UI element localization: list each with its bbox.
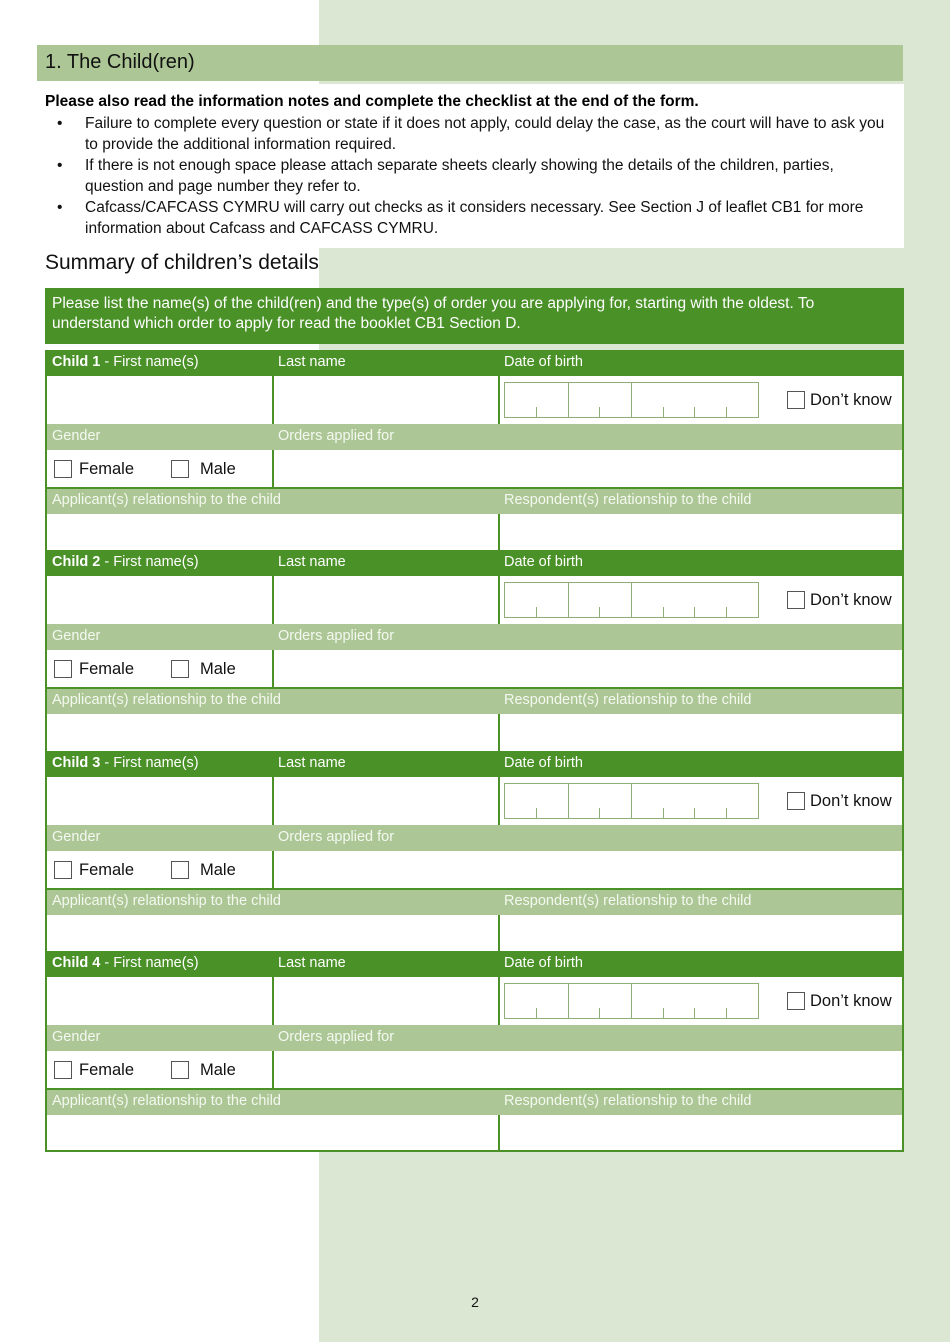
intro-bullet-list (45, 113, 895, 239)
intro-notes (37, 84, 904, 248)
last-name-field[interactable] (274, 376, 498, 424)
column-divider (272, 450, 274, 489)
child-first-name-label: Child 2 - First name(s) (52, 554, 199, 570)
child-header-row (45, 951, 904, 977)
applicant-relationship-field[interactable] (47, 1115, 498, 1152)
dob-digit-tick (536, 407, 537, 417)
dob-label: Date of birth (504, 354, 583, 370)
column-divider (498, 777, 500, 825)
last-name-field[interactable] (274, 977, 498, 1025)
female-checkbox[interactable] (54, 460, 72, 478)
dob-separator (631, 383, 632, 417)
first-name-field[interactable] (47, 376, 272, 424)
female-checkbox[interactable] (54, 1061, 72, 1079)
child-first-name-label: Child 4 - First name(s) (52, 955, 199, 971)
last-name-label: Last name (278, 955, 346, 971)
dob-digit-tick (536, 808, 537, 818)
dob-digit-tick (694, 407, 695, 417)
column-divider (272, 576, 274, 624)
first-name-field[interactable] (47, 977, 272, 1025)
male-checkbox[interactable] (171, 460, 189, 478)
dob-label: Date of birth (504, 955, 583, 971)
dob-field[interactable] (504, 983, 759, 1019)
respondent-relationship-label: Respondent(s) relationship to the child (504, 692, 752, 708)
border-line (45, 951, 47, 1152)
relationship-header-row (45, 890, 904, 915)
dob-digit-tick (536, 607, 537, 617)
child-first-name-label: Child 1 - First name(s) (52, 354, 199, 370)
border-line (902, 350, 904, 551)
female-label: Female (79, 660, 135, 678)
dob-digit-tick (599, 1008, 600, 1018)
dont-know-label: Don’t know (810, 792, 892, 810)
gender-header-row (45, 1025, 904, 1051)
child-number-label: Child 2 (52, 554, 101, 570)
male-label: Male (200, 1061, 236, 1079)
summary-title: Summary of children’s details (45, 251, 319, 274)
applicant-relationship-field[interactable] (47, 915, 498, 952)
respondent-relationship-label: Respondent(s) relationship to the child (504, 492, 752, 508)
applicant-relationship-field[interactable] (47, 514, 498, 551)
male-checkbox[interactable] (171, 1061, 189, 1079)
dob-digit-tick (663, 407, 664, 417)
intro-bullet: • Cafcass/CAFCASS CYMRU will carry out checks as it considers necessary. See Section J of leaflet CB1 for more information about Cafcass and CAFCASS CYMRU. (57, 199, 864, 237)
orders-applied-field[interactable] (274, 650, 902, 688)
child-1-block (45, 350, 904, 551)
column-divider (498, 1115, 500, 1152)
child-number-label: Child 4 (52, 955, 101, 971)
row-divider (45, 687, 904, 689)
respondent-relationship-label: Respondent(s) relationship to the child (504, 1093, 752, 1109)
respondent-relationship-field[interactable] (500, 1115, 902, 1152)
section-title: 1. The Child(ren) (45, 51, 195, 73)
column-divider (498, 977, 500, 1025)
last-name-field[interactable] (274, 576, 498, 624)
gender-label: Gender (52, 428, 101, 444)
dob-digit-tick (694, 808, 695, 818)
child-number-label: Child 1 (52, 354, 101, 370)
dont-know-label: Don’t know (810, 591, 892, 609)
dob-digit-tick (663, 607, 664, 617)
dob-digit-tick (694, 1008, 695, 1018)
gender-label: Gender (52, 628, 101, 644)
column-divider (272, 376, 274, 424)
dob-digit-tick (663, 808, 664, 818)
respondent-relationship-field[interactable] (500, 915, 902, 952)
last-name-label: Last name (278, 554, 346, 570)
gender-header-row (45, 825, 904, 851)
orders-label: Orders applied for (278, 1029, 395, 1045)
male-label: Male (200, 460, 236, 478)
female-label: Female (79, 460, 135, 478)
dob-field[interactable] (504, 582, 759, 618)
intro-bullet: • Failure to complete every question or state if it does not apply, could delay the case, as the court will have to ask you to provide the additional information required. (57, 115, 885, 153)
dob-digit-tick (599, 407, 600, 417)
dob-digit-tick (536, 1008, 537, 1018)
child-3-block (45, 751, 904, 952)
dob-digit-tick (726, 1008, 727, 1018)
summary-instruction-text: Please list the name(s) of the child(ren) and the type(s) of order you are applying for, starting with the oldest. To understand which order to apply for read the booklet CB1 Section D. (52, 295, 815, 332)
section-header (37, 45, 903, 81)
dob-label: Date of birth (504, 554, 583, 570)
table-bottom-border (45, 1150, 904, 1152)
dob-digit-tick (726, 407, 727, 417)
column-divider (272, 777, 274, 825)
orders-applied-field[interactable] (274, 851, 902, 889)
summary-instruction (45, 288, 904, 344)
first-name-field[interactable] (47, 576, 272, 624)
respondent-relationship-label: Respondent(s) relationship to the child (504, 893, 752, 909)
dob-field[interactable] (504, 382, 759, 418)
dont-know-label: Don’t know (810, 391, 892, 409)
dob-separator (568, 984, 569, 1018)
column-divider (272, 977, 274, 1025)
gender-label: Gender (52, 829, 101, 845)
dob-field[interactable] (504, 783, 759, 819)
relationship-header-row (45, 689, 904, 714)
row-divider (45, 1088, 904, 1090)
column-divider (498, 576, 500, 624)
dont-know-checkbox[interactable] (787, 992, 805, 1010)
column-divider (498, 514, 500, 551)
column-divider (498, 376, 500, 424)
dob-digit-tick (694, 607, 695, 617)
applicant-relationship-field[interactable] (47, 714, 498, 751)
dob-separator (631, 583, 632, 617)
dob-digit-tick (599, 808, 600, 818)
relationship-header-row (45, 489, 904, 514)
bullet-icon: • (57, 199, 63, 216)
respondent-relationship-field[interactable] (500, 514, 902, 551)
border-line (902, 751, 904, 952)
dob-digit-tick (663, 1008, 664, 1018)
column-divider (272, 650, 274, 689)
column-divider (272, 851, 274, 890)
applicant-relationship-label: Applicant(s) relationship to the child (52, 492, 281, 508)
border-line (902, 550, 904, 751)
dob-separator (631, 984, 632, 1018)
column-divider (272, 1051, 274, 1090)
female-label: Female (79, 1061, 135, 1079)
border-line (902, 951, 904, 1152)
gender-header-row (45, 624, 904, 650)
male-checkbox[interactable] (171, 660, 189, 678)
child-header-row (45, 751, 904, 777)
row-divider (45, 487, 904, 489)
dob-digit-tick (726, 607, 727, 617)
dont-know-checkbox[interactable] (787, 391, 805, 409)
gender-header-row (45, 424, 904, 450)
row-divider (45, 888, 904, 890)
page-number: 2 (471, 1294, 479, 1310)
applicant-relationship-label: Applicant(s) relationship to the child (52, 692, 281, 708)
orders-applied-field[interactable] (274, 1051, 902, 1089)
dont-know-label: Don’t know (810, 992, 892, 1010)
last-name-field[interactable] (274, 777, 498, 825)
respondent-relationship-field[interactable] (500, 714, 902, 751)
first-name-field[interactable] (47, 777, 272, 825)
child-4-block (45, 951, 904, 1152)
child-header-row (45, 550, 904, 576)
dob-digit-tick (726, 808, 727, 818)
border-line (45, 350, 47, 551)
orders-label: Orders applied for (278, 829, 395, 845)
dob-label: Date of birth (504, 755, 583, 771)
applicant-relationship-label: Applicant(s) relationship to the child (52, 1093, 281, 1109)
male-checkbox[interactable] (171, 861, 189, 879)
orders-label: Orders applied for (278, 628, 395, 644)
dob-separator (631, 784, 632, 818)
child-first-name-label: Child 3 - First name(s) (52, 755, 199, 771)
dob-separator (568, 784, 569, 818)
relationship-header-row (45, 1090, 904, 1115)
last-name-label: Last name (278, 354, 346, 370)
intro-bold-note: Please also read the information notes and complete the checklist at the end of the form. (45, 93, 699, 110)
female-checkbox[interactable] (54, 660, 72, 678)
dob-digit-tick (599, 607, 600, 617)
applicant-relationship-label: Applicant(s) relationship to the child (52, 893, 281, 909)
dont-know-checkbox[interactable] (787, 792, 805, 810)
bullet-icon: • (57, 115, 63, 132)
dob-separator (568, 383, 569, 417)
child-2-block (45, 550, 904, 751)
gender-label: Gender (52, 1029, 101, 1045)
border-line (45, 751, 47, 952)
child-number-label: Child 3 (52, 755, 101, 771)
last-name-label: Last name (278, 755, 346, 771)
intro-bullet: • If there is not enough space please attach separate sheets clearly showing the details of the children, parties, question and page number they refer to. (57, 157, 834, 195)
border-line (45, 550, 47, 751)
dob-separator (568, 583, 569, 617)
male-label: Male (200, 660, 236, 678)
column-divider (498, 915, 500, 952)
orders-label: Orders applied for (278, 428, 395, 444)
column-divider (498, 714, 500, 751)
male-label: Male (200, 861, 236, 879)
dont-know-checkbox[interactable] (787, 591, 805, 609)
child-header-row (45, 350, 904, 376)
female-label: Female (79, 861, 135, 879)
female-checkbox[interactable] (54, 861, 72, 879)
orders-applied-field[interactable] (274, 450, 902, 488)
bullet-icon: • (57, 157, 63, 174)
